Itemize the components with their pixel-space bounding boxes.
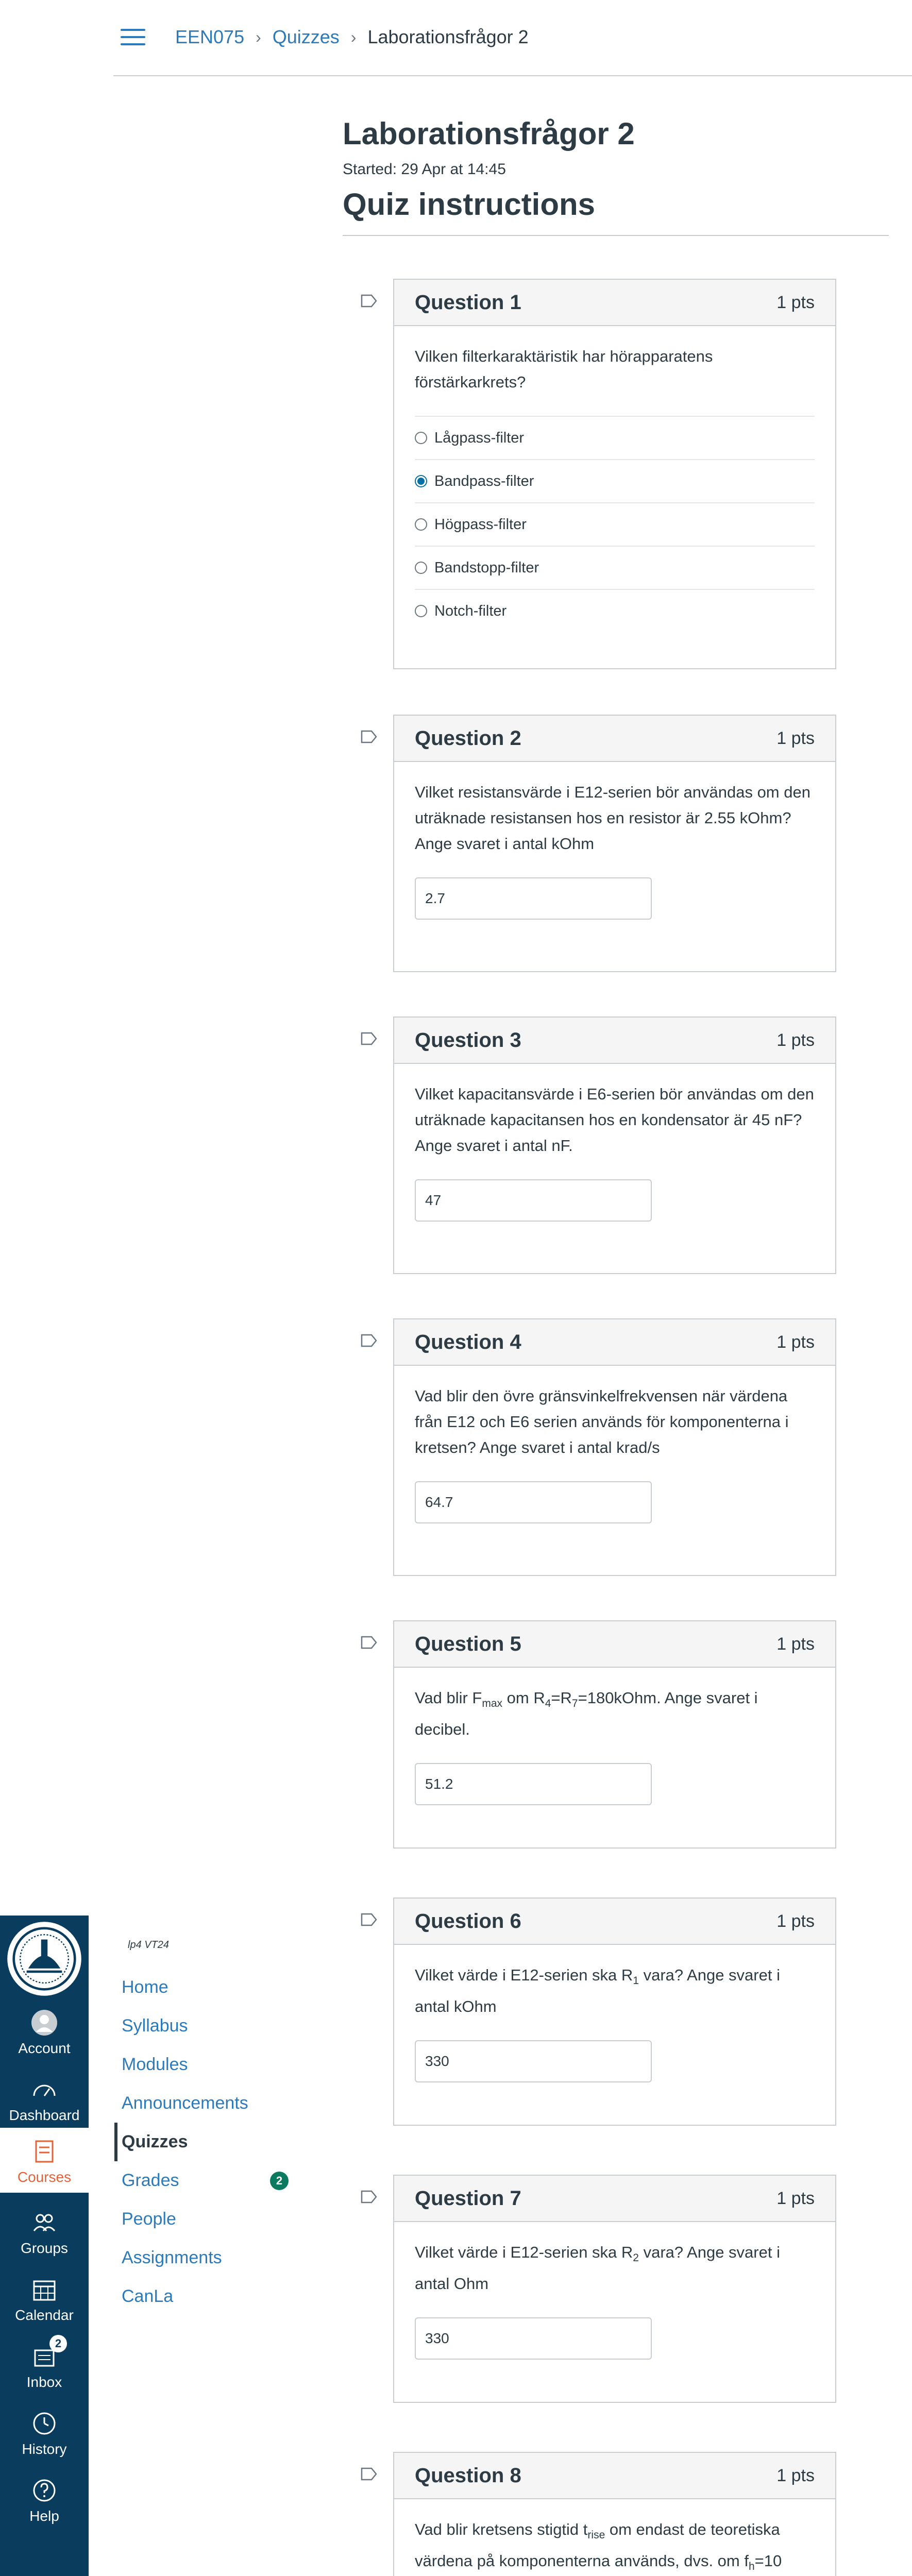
flag-question-icon[interactable] bbox=[360, 1911, 378, 1928]
question-title: Question 5 bbox=[415, 1632, 521, 1655]
question-body bbox=[394, 1668, 835, 1805]
answer-input[interactable]: 51.2 bbox=[415, 1763, 652, 1805]
question-box bbox=[393, 1620, 836, 1849]
question-points: 1 pts bbox=[776, 1911, 815, 1931]
groups-icon bbox=[31, 2209, 58, 2236]
question-text bbox=[415, 1685, 815, 1742]
nav-dashboard[interactable] bbox=[0, 2076, 89, 2124]
help-icon bbox=[31, 2477, 58, 2504]
question-header bbox=[394, 1621, 835, 1668]
flag-question-icon[interactable] bbox=[360, 2188, 378, 2206]
question-title: Question 3 bbox=[415, 1028, 521, 1052]
question-text-part: Vad blir F bbox=[415, 1689, 482, 1707]
courses-icon bbox=[31, 2138, 58, 2165]
course-link-label: Syllabus bbox=[122, 2016, 188, 2036]
question-points: 1 pts bbox=[776, 1332, 815, 1352]
question-text-subscript: rise bbox=[587, 2529, 605, 2541]
course-links bbox=[114, 1968, 300, 2316]
question-text: Vilket resistansvärde i E12-serien bör användas om den uträknade resistansen hos en resistor är 2.55 kOhm? Ange svaret i antal kOhm bbox=[415, 783, 810, 853]
course-link-home[interactable] bbox=[114, 1968, 300, 2007]
course-link-people[interactable] bbox=[114, 2200, 300, 2239]
question-header bbox=[394, 1018, 835, 1064]
answer-option-label: Bandpass-filter bbox=[434, 472, 534, 489]
question-points: 1 pts bbox=[776, 728, 815, 748]
course-link-label: Home bbox=[122, 1977, 168, 1997]
page-title: Laborationsfrågor 2 bbox=[343, 116, 635, 151]
course-link-label: Modules bbox=[122, 2055, 188, 2074]
question-text-part: vara? Ange svaret i antal Ohm bbox=[415, 2243, 780, 2293]
nav-dashboard-label: Dashboard bbox=[9, 2107, 80, 2123]
answer-input[interactable]: 47 bbox=[415, 1179, 652, 1222]
calendar-icon bbox=[31, 2276, 58, 2303]
answer-input[interactable]: 2.7 bbox=[415, 877, 652, 920]
question-points: 1 pts bbox=[776, 2465, 815, 2485]
answer-option[interactable] bbox=[415, 547, 815, 590]
nav-help-label: Help bbox=[29, 2508, 59, 2524]
nav-groups[interactable] bbox=[0, 2209, 89, 2257]
breadcrumb-separator-icon: › bbox=[350, 28, 357, 46]
question-text-part: Vad blir kretsens stigtid t bbox=[415, 2520, 588, 2538]
dashboard-icon bbox=[31, 2076, 58, 2103]
question-text: Vilken filterkaraktäristik har hörapparatens förstärkarkrets? bbox=[415, 347, 713, 391]
nav-groups-label: Groups bbox=[21, 2240, 68, 2256]
question-text-part: Vilket värde i E12-serien ska R bbox=[415, 1966, 633, 1984]
question-text bbox=[415, 2240, 815, 2297]
flag-question-icon[interactable] bbox=[360, 292, 378, 310]
question-text-subscript: 1 bbox=[633, 1975, 639, 1987]
question-title: Question 8 bbox=[415, 2464, 521, 2487]
question-text bbox=[415, 2517, 815, 2576]
question-header bbox=[394, 1319, 835, 1366]
question-points: 1 pts bbox=[776, 2188, 815, 2208]
nav-help[interactable] bbox=[0, 2477, 89, 2524]
radio-icon[interactable] bbox=[415, 518, 427, 531]
course-link-label: Announcements bbox=[122, 2093, 248, 2113]
answer-options bbox=[415, 416, 815, 632]
top-breadcrumb-bar bbox=[113, 0, 912, 76]
nav-calendar[interactable] bbox=[0, 2276, 89, 2324]
course-link-label: CanLa bbox=[122, 2286, 174, 2306]
question-body bbox=[394, 1366, 835, 1523]
question-box bbox=[393, 2452, 836, 2576]
question-header bbox=[394, 1899, 835, 1945]
question-text-part: vara? Ange svaret i antal kOhm bbox=[415, 1966, 780, 2016]
course-link-canla[interactable] bbox=[114, 2277, 300, 2316]
quiz-main bbox=[343, 113, 889, 236]
answer-input[interactable]: 330 bbox=[415, 2040, 652, 2082]
course-link-label: Assignments bbox=[122, 2248, 222, 2267]
question-text-subscript: h bbox=[748, 2561, 755, 2573]
nav-courses-label: Courses bbox=[17, 2169, 72, 2185]
question-text-subscript: 7 bbox=[571, 1698, 578, 1710]
question-header bbox=[394, 716, 835, 762]
breadcrumb-course-link[interactable]: EEN075 bbox=[175, 26, 245, 47]
answer-option[interactable] bbox=[415, 590, 815, 632]
radio-icon[interactable] bbox=[415, 432, 427, 444]
answer-input[interactable]: 64.7 bbox=[415, 1481, 652, 1523]
breadcrumb-separator-icon: › bbox=[256, 28, 261, 46]
question-body bbox=[394, 326, 835, 632]
course-link-quizzes[interactable] bbox=[114, 2123, 300, 2161]
course-link-grades[interactable] bbox=[114, 2161, 300, 2200]
question-text-part: =R bbox=[551, 1689, 572, 1707]
answer-option-label: Lågpass-filter bbox=[434, 429, 525, 446]
inbox-unread-badge: 2 bbox=[49, 2335, 67, 2352]
breadcrumb bbox=[175, 25, 529, 49]
flag-question-icon[interactable] bbox=[360, 1030, 378, 1047]
question-header bbox=[394, 2176, 835, 2222]
nav-account-label: Account bbox=[18, 2040, 71, 2056]
course-link-label: Grades bbox=[122, 2171, 179, 2190]
course-link-label: Quizzes bbox=[122, 2132, 188, 2151]
flag-question-icon[interactable] bbox=[360, 1332, 378, 1349]
question-title: Question 2 bbox=[415, 726, 521, 750]
answer-option-label: Högpass-filter bbox=[434, 516, 527, 533]
answer-option[interactable] bbox=[415, 503, 815, 547]
course-link-label: People bbox=[122, 2209, 176, 2229]
account-icon bbox=[31, 2009, 58, 2036]
question-text-subscript: max bbox=[482, 1698, 503, 1710]
question-header bbox=[394, 2453, 835, 2499]
hamburger-menu-icon[interactable] bbox=[121, 25, 145, 49]
question-body bbox=[394, 762, 835, 920]
course-link-assignments[interactable] bbox=[114, 2239, 300, 2277]
question-body bbox=[394, 2222, 835, 2360]
global-navigation bbox=[0, 1916, 89, 2576]
question-box bbox=[393, 715, 836, 972]
question-header bbox=[394, 280, 835, 326]
nav-account[interactable] bbox=[0, 2009, 89, 2057]
question-text-part: om R bbox=[502, 1689, 545, 1707]
radio-selected-icon[interactable] bbox=[415, 475, 427, 487]
course-link-announcements[interactable] bbox=[114, 2084, 300, 2123]
course-term: lp4 VT24 bbox=[128, 1939, 170, 1951]
question-box bbox=[393, 1016, 836, 1274]
question-body bbox=[394, 1064, 835, 1222]
answer-option-label: Bandstopp-filter bbox=[434, 559, 539, 576]
nav-inbox[interactable] bbox=[0, 2337, 89, 2391]
question-box bbox=[393, 279, 836, 669]
question-points: 1 pts bbox=[776, 1030, 815, 1050]
answer-option-label: Notch-filter bbox=[434, 602, 507, 619]
question-text-subscript: 2 bbox=[633, 2252, 639, 2264]
question-text-part: =180kOhm. Ange svaret i decibel. bbox=[415, 1689, 758, 1739]
radio-icon[interactable] bbox=[415, 605, 427, 617]
flag-question-icon[interactable] bbox=[360, 728, 378, 745]
question-title: Question 1 bbox=[415, 291, 521, 314]
answer-option[interactable] bbox=[415, 460, 815, 503]
question-text-subscript: 4 bbox=[545, 1698, 551, 1710]
breadcrumb-quizzes-link[interactable]: Quizzes bbox=[272, 26, 340, 47]
question-text-part: =10 bbox=[754, 2552, 782, 2570]
nav-history[interactable] bbox=[0, 2410, 89, 2458]
question-text-part: Vilket värde i E12-serien ska R bbox=[415, 2243, 633, 2261]
question-body bbox=[394, 1945, 835, 2082]
question-points: 1 pts bbox=[776, 292, 815, 312]
course-link-modules[interactable] bbox=[114, 2045, 300, 2084]
quiz-started-time: Started: 29 Apr at 14:45 bbox=[343, 161, 506, 178]
flag-question-icon[interactable] bbox=[360, 1634, 378, 1651]
course-link-syllabus[interactable] bbox=[114, 2007, 300, 2045]
question-box bbox=[393, 1897, 836, 2126]
grades-badge: 2 bbox=[270, 2172, 289, 2190]
course-navigation bbox=[114, 1937, 300, 2316]
questions-container bbox=[343, 0, 889, 2576]
question-body bbox=[394, 2499, 835, 2576]
question-title: Question 4 bbox=[415, 1330, 521, 1353]
nav-inbox-label: Inbox bbox=[26, 2374, 62, 2390]
nav-history-label: History bbox=[22, 2441, 67, 2457]
question-text bbox=[415, 1962, 815, 2020]
answer-input[interactable]: 330 bbox=[415, 2317, 652, 2360]
question-box bbox=[393, 2175, 836, 2403]
quiz-instructions-heading: Quiz instructions bbox=[343, 183, 889, 236]
answer-option[interactable] bbox=[415, 417, 815, 460]
university-logo-icon[interactable] bbox=[4, 1919, 85, 1999]
radio-icon[interactable] bbox=[415, 562, 427, 574]
question-title: Question 6 bbox=[415, 1909, 521, 1933]
question-text-part: om endast de teoretiska värdena på komponenterna används, dvs. om f bbox=[415, 2520, 780, 2570]
breadcrumb-current: Laborationsfrågor 2 bbox=[367, 26, 529, 47]
nav-calendar-label: Calendar bbox=[15, 2307, 74, 2323]
question-points: 1 pts bbox=[776, 1634, 815, 1654]
flag-question-icon[interactable] bbox=[360, 2465, 378, 2483]
question-title: Question 7 bbox=[415, 2187, 521, 2210]
question-text: Vilket kapacitansvärde i E6-serien bör användas om den uträknade kapacitansen hos en kondensator är 45 nF? Ange svaret i antal nF. bbox=[415, 1085, 814, 1155]
nav-courses[interactable] bbox=[0, 2128, 89, 2193]
question-text: Vad blir den övre gränsvinkelfrekvensen när värdena från E12 och E6 serien används för komponenterna i kretsen? Ange svaret i antal krad/s bbox=[415, 1387, 789, 1456]
question-box bbox=[393, 1318, 836, 1576]
history-clock-icon bbox=[31, 2410, 58, 2437]
